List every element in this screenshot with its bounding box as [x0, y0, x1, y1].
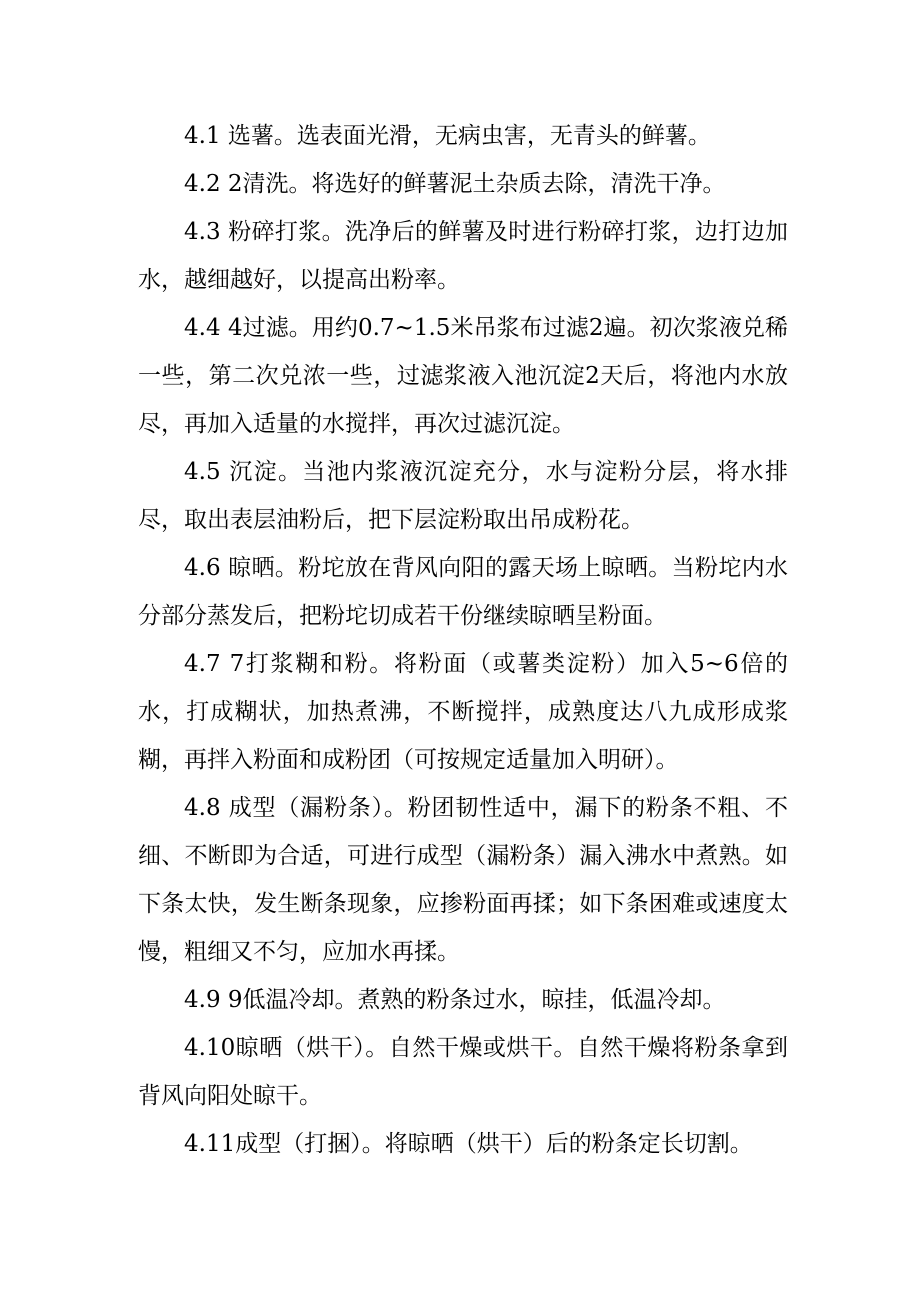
step-4-1-paragraph: 4.1 选薯。选表面光滑，无病虫害，无青头的鲜薯。: [184, 123, 711, 149]
step-4-2-paragraph: 4.2 2清洗。将选好的鲜薯泥土杂质去除，清洗干净。: [184, 171, 726, 197]
step-4-5-paragraph: 4.5 沉淀。当池内浆液沉淀充分，水与淀粉分层，将水排尽，取出表层油粉后，把下层淀粉取出吊成粉花。: [138, 459, 788, 533]
step-4-7-paragraph: 4.7 7打浆糊和粉。将粉面（或薯类淀粉）加入5~6倍的水，打成糊状，加热煮沸，不断搅拌，成熟度达八九成形成浆糊，再拌入粉面和成粉团（可按规定适量加入明研）。: [138, 651, 788, 773]
step-4-4-paragraph: 4.4 4过滤。用约0.7~1.5米吊浆布过滤2遍。初次浆液兑稀一些，第二次兑浓一些，过滤浆液入池沉淀2天后，将池内水放尽，再加入适量的水搅拌，再次过滤沉淀。: [138, 315, 788, 437]
step-4-9-paragraph: 4.9 9低温冷却。煮熟的粉条过水，晾挂，低温冷却。: [184, 987, 726, 1013]
step-4-3-paragraph: 4.3 粉碎打浆。洗净后的鲜薯及时进行粉碎打浆，边打边加水，越细越好，以提高出粉率。: [138, 219, 788, 293]
step-4-6-paragraph: 4.6 晾晒。粉坨放在背风向阳的露天场上晾晒。当粉坨内水分部分蒸发后，把粉坨切成若干份继续晾晒呈粉面。: [138, 555, 788, 629]
step-4-8-paragraph: 4.8 成型（漏粉条）。粉团韧性适中，漏下的粉条不粗、不细、不断即为合适，可进行成型（漏粉条）漏入沸水中煮熟。如下条太快，发生断条现象，应掺粉面再揉；如下条困难或速度太慢，粗细又不匀，应加水再揉。: [138, 795, 788, 965]
step-4-10-paragraph: 4.10晾晒（烘干）。自然干燥或烘干。自然干燥将粉条拿到背风向阳处晾干。: [138, 1035, 788, 1109]
document-body: [138, 112, 788, 1168]
step-4-11-paragraph: 4.11成型（打捆）。将晾晒（烘干）后的粉条定长切割。: [184, 1131, 753, 1157]
